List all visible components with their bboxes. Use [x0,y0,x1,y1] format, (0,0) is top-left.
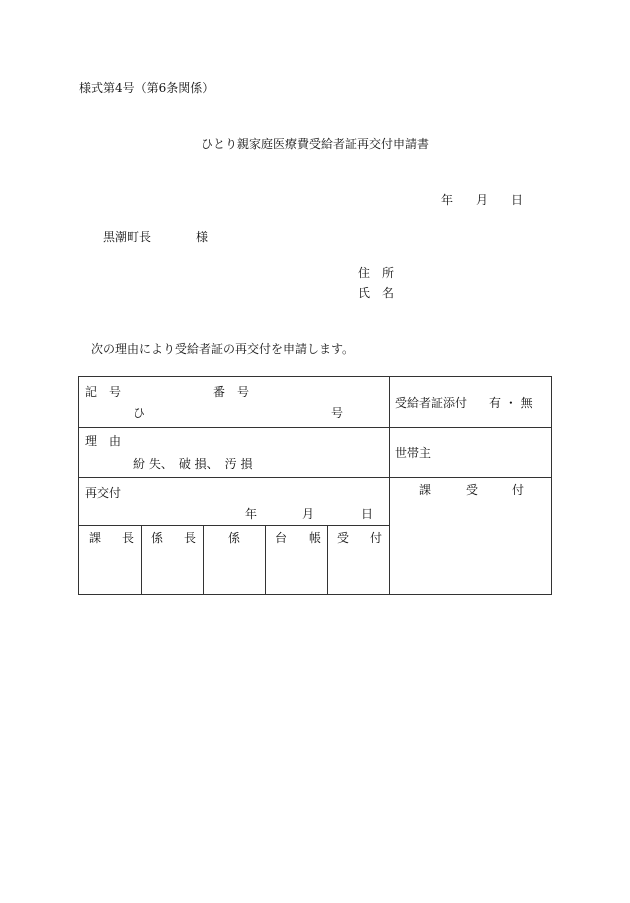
stamp-char: 受 [337,531,350,545]
stamp-divider-4 [327,525,328,595]
office-char: 受 [466,483,479,497]
stamp-char: 付 [370,531,383,545]
main-column-divider [389,377,390,595]
hi-label: ひ [133,406,146,420]
stamp-char: 帳 [309,531,322,545]
stamp-char: 長 [122,531,135,545]
bangou-label: 番 号 [213,385,250,399]
reissue-year: 年 [245,507,258,521]
row-divider-2 [79,477,552,478]
stamp-char: 台 [275,531,288,545]
address-label: 住 所 [358,266,395,280]
householder-label: 世帯主 [395,446,432,460]
reason-label: 理 由 [85,434,122,448]
addressee-honorific: 様 [196,230,209,244]
reason-options: 紛 失、 破 損、 汚 損 [133,457,253,471]
stamp-char: 課 [89,531,102,545]
reissue-day: 日 [361,507,374,521]
stamp-divider-1 [141,525,142,595]
stamp-char: 長 [184,531,197,545]
stamp-divider-3 [265,525,266,595]
statement: 次の理由により受給者証の再交付を申請します。 [91,342,355,356]
application-table [78,376,552,595]
gou-label: 号 [331,406,344,420]
name-label: 氏 名 [358,286,395,300]
stamp-char: 係 [228,531,241,545]
date-year: 年 [441,193,454,207]
row-divider-3 [79,525,389,526]
reissue-month: 月 [302,507,315,521]
form-number: 様式第4号（第6条関係） [79,81,215,95]
date-day: 日 [511,193,524,207]
row-divider-1 [79,427,552,428]
office-char: 課 [419,483,432,497]
certificate-options: 有 ・ 無 [489,396,533,410]
stamp-char: 係 [151,531,164,545]
office-char: 付 [512,483,525,497]
stamp-divider-2 [203,525,204,595]
addressee-name: 黒潮町長 [103,230,152,244]
kigou-label: 記 号 [85,385,122,399]
document-title: ひとり親家庭医療費受給者証再交付申請書 [201,137,430,151]
reissue-label: 再交付 [85,486,122,500]
date-month: 月 [476,193,489,207]
certificate-label: 受給者証添付 [395,396,468,410]
